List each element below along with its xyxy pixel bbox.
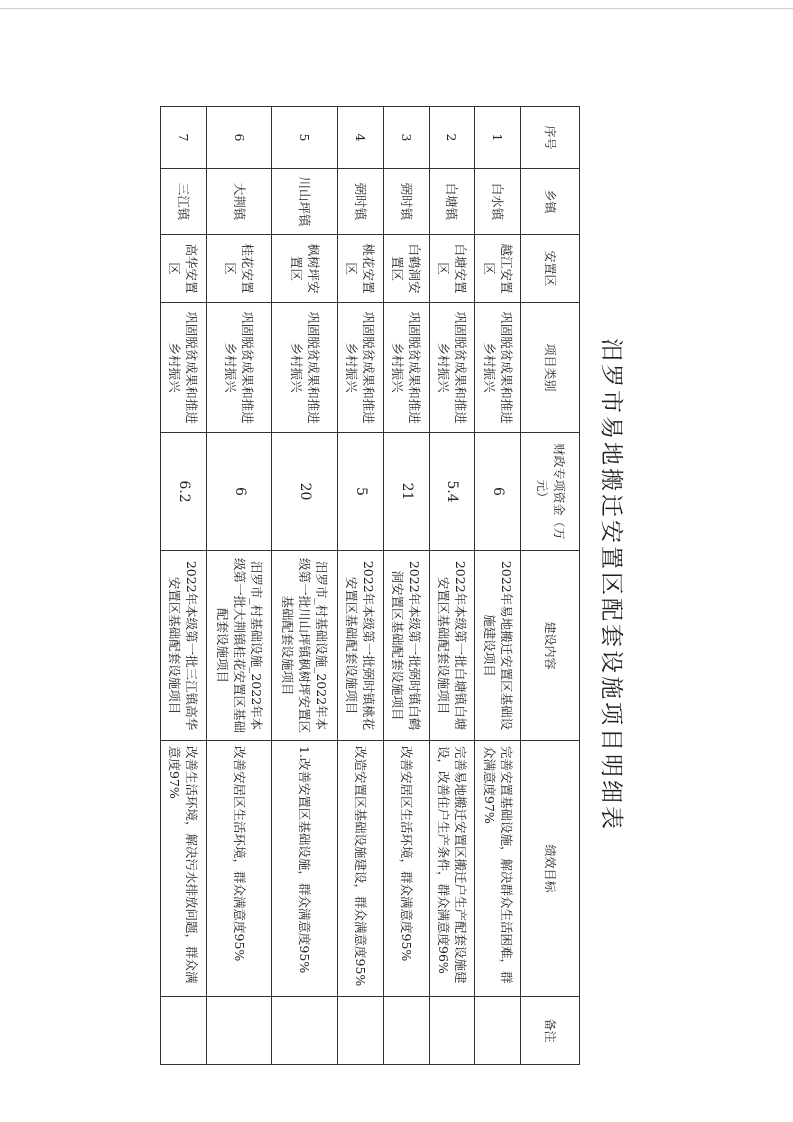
cell-town: 弼时镇	[383, 168, 429, 234]
table-row	[429, 106, 475, 1064]
table-row	[160, 106, 206, 1064]
cell-content: 2022年本级第一批弼时镇白鹤洞安置区基础配套设施项目	[383, 550, 429, 740]
cell-content: 2022年本级第一批白塘镇白塘安置区基础配套设施项目	[429, 550, 475, 740]
rotated-content	[154, 106, 640, 1064]
header-category: 项目类别	[520, 302, 579, 432]
cell-town: 白水镇	[474, 168, 520, 234]
header-funds: 财政专项资金（万元）	[520, 432, 579, 550]
cell-town: 大荆镇	[206, 168, 272, 234]
cell-funds: 5.4	[429, 432, 475, 550]
cell-content: 2022年易地搬迁安置区基础设施建设项目	[474, 550, 520, 740]
table-row	[383, 106, 429, 1064]
cell-category: 巩固脱贫成果和推进乡村振兴	[383, 302, 429, 432]
cell-area: 白塘安置区	[429, 234, 475, 302]
table-row	[474, 106, 520, 1064]
cell-note	[271, 996, 337, 1064]
header-no: 序号	[520, 106, 579, 168]
cell-goal: 改善安居区生活环境，群众满意度95%	[206, 740, 272, 996]
cell-category: 巩固脱贫成果和推进乡村振兴	[337, 302, 383, 432]
cell-funds: 6.2	[160, 432, 206, 550]
cell-goal: 完善易地搬迁安置区搬迁户生产配套设施建设，改善住户生产条件，群众满意度96%	[429, 740, 475, 996]
cell-area: 桃花安置区	[337, 234, 383, 302]
cell-category: 巩固脱贫成果和推进乡村振兴	[429, 302, 475, 432]
cell-town: 白塘镇	[429, 168, 475, 234]
cell-goal: 改造安置区基础设施建设，群众满意度95%	[337, 740, 383, 996]
header-goal: 绩效目标	[520, 740, 579, 996]
cell-area: 越江安置区	[474, 234, 520, 302]
cell-category: 巩固脱贫成果和推进乡村振兴	[271, 302, 337, 432]
cell-no: 6	[206, 106, 272, 168]
cell-no: 5	[271, 106, 337, 168]
cell-note	[429, 996, 475, 1064]
cell-content: 汨罗市_村基础设施_2022年本级第一批川山坪镇枫树坪安置区基础配套设施项目	[271, 550, 337, 740]
projects-table	[160, 106, 580, 1065]
cell-area: 高华安置区	[160, 234, 206, 302]
cell-town: 川山坪镇	[271, 168, 337, 234]
cell-note	[160, 996, 206, 1064]
table-header-row	[520, 106, 579, 1064]
cell-no: 3	[383, 106, 429, 168]
cell-note	[206, 996, 272, 1064]
cell-goal: 完善安置基础设施，解决群众生活困难，群众满意度97%	[474, 740, 520, 996]
cell-no: 2	[429, 106, 475, 168]
header-area: 安置区	[520, 234, 579, 302]
cell-funds: 21	[383, 432, 429, 550]
cell-funds: 20	[271, 432, 337, 550]
cell-content: 2022年本级第一批三江镇高华安置区基础配套设施项目	[160, 550, 206, 740]
cell-goal: 1.改善安置区基础设施，群众满意度95%	[271, 740, 337, 996]
header-content: 建设内容	[520, 550, 579, 740]
cell-no: 1	[474, 106, 520, 168]
cell-note	[337, 996, 383, 1064]
cell-town: 弼时镇	[337, 168, 383, 234]
cell-area: 枫树坪安置区	[271, 234, 337, 302]
cell-no: 4	[337, 106, 383, 168]
cell-funds: 6	[206, 432, 272, 550]
cell-goal: 改善生活环境，解决污水排放问题，群众满意度97%	[160, 740, 206, 996]
cell-goal: 改善安居区生活环境，群众满意度95%	[383, 740, 429, 996]
table-row	[271, 106, 337, 1064]
header-note: 备注	[520, 996, 579, 1064]
cell-content: 汨罗市_村基础设施_2022年本级第一批大荆镇桂花安置区基础配套设施项目	[206, 550, 272, 740]
cell-content: 2022年本级第一批弼时镇桃花安置区基础配套设施项目	[337, 550, 383, 740]
header-town: 乡镇	[520, 168, 579, 234]
table-row	[206, 106, 272, 1064]
cell-area: 白鹤洞安置区	[383, 234, 429, 302]
cell-category: 巩固脱贫成果和推进乡村振兴	[206, 302, 272, 432]
cell-category: 巩固脱贫成果和推进乡村振兴	[474, 302, 520, 432]
cell-category: 巩固脱贫成果和推进乡村振兴	[160, 302, 206, 432]
cell-town: 三江镇	[160, 168, 206, 234]
page-title: 汨罗市易地搬迁安置区配套设施项目明细表	[597, 337, 624, 832]
table-row	[337, 106, 383, 1064]
cell-funds: 5	[337, 432, 383, 550]
cell-note	[474, 996, 520, 1064]
cell-no: 7	[160, 106, 206, 168]
cell-funds: 6	[474, 432, 520, 550]
cell-area: 桂花安置区	[206, 234, 272, 302]
cell-note	[383, 996, 429, 1064]
